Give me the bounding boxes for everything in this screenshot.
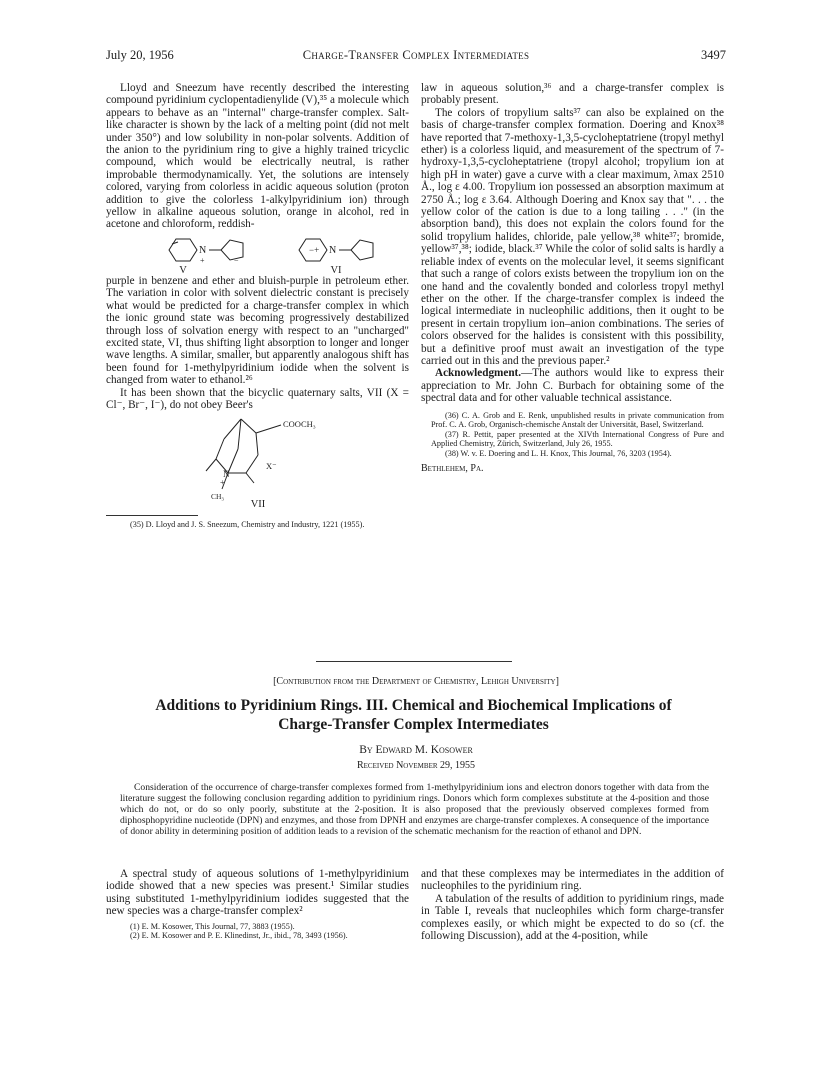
byline: By Edward M. Kosower (359, 744, 473, 756)
paragraph: and that these complexes may be intermediates in the addition of nucleophiles to the pyridinium ring. (421, 868, 724, 893)
paragraph: It has been shown that the bicyclic quaternary salts, VII (X = Cl⁻, Br⁻, I⁻), do not obey Beer's (106, 386, 409, 411)
struct-charge-minus: − (234, 255, 239, 265)
paragraph: A tabulation of the results of addition to pyridinium rings, made in Table I, reveals that nucleophiles which form charge-transfer complexes easily, or which might be expected to do so (cf. the following Discussion), add at the 4-position, while (421, 892, 724, 943)
footnote: (35) D. Lloyd and J. S. Sneezum, Chemistry and Industry, 1221 (1955). (130, 520, 365, 530)
footnote-rule (106, 515, 198, 516)
location: Bethlehem, Pa. (421, 462, 484, 474)
left-column (106, 82, 409, 530)
acknowledgment-heading: Acknowledgment. (435, 367, 522, 380)
struct-atom-n: N (329, 244, 337, 256)
struct-substituent-cooch3: COOCH₃ (283, 419, 316, 430)
footnote: (36) C. A. Grob and E. Renk, unpublished results in private communication from Prof. C. A. Grob, Organisch-chemische Anstalt der Universität, Basel, Switzerland. (431, 410, 724, 430)
running-header (106, 48, 726, 66)
struct-substituent-ch3: CH₃ (211, 492, 225, 502)
article-divider (316, 661, 512, 662)
struct-charge-plus: + (200, 255, 205, 265)
article-title-line-2: Charge-Transfer Complex Intermediates (278, 716, 549, 733)
acknowledgment-text: —The authors would like to express their appreciation to Mr. John C. Burbach for obtaining some of the spectral data and for other valuable technical assistance. (421, 367, 724, 405)
article-title-line-1: Additions to Pyridinium Rings. III. Chemical and Biochemical Implications of (155, 697, 672, 714)
struct-counterion-x: X⁻ (266, 461, 277, 472)
structure-VII (106, 411, 409, 509)
footnote: (2) E. M. Kosower and P. E. Klinedinst, Jr., ibid., 78, 3493 (1956). (130, 931, 348, 941)
header-page-number: 3497 (701, 48, 726, 62)
struct-VII-label: VII (250, 499, 266, 510)
struct-VI-label: VI (330, 264, 342, 275)
struct-atom-n: N (223, 469, 230, 480)
struct-charge-plusminus: −+ (309, 244, 320, 255)
footnote: (37) R. Pettit, paper presented at the XIVth International Congress of Pure and Applied Chemistry, Zürich, Switzerland, July 26, 1955. (431, 429, 724, 449)
abstract: Consideration of the occurrence of charge-transfer complexes formed from 1-methylpyridinium ions and electron donors together with data from the literature suggest the following conclusion regarding addition to pyridinium rings. Donors which form complexes substitute at the 4-position and those which do not, or do so only poorly, substitute at the 2-position. It is also proposed that the previously observed complexes formed from diphosphopyridine nucleotide (DPN) and enzymes, and those from DPNH and enzymes are charge-transfer complexes. A consequence of the importance of donor ability in determining position of addition leads to a revision of the schematic mechanism for the reaction of ethanol and DPN. (120, 782, 709, 837)
header-running-title: Charge-Transfer Complex Intermediates (302, 48, 530, 62)
struct-atom-n: N (199, 244, 207, 256)
header-date: July 20, 1956 (106, 48, 174, 62)
received-date: Received November 29, 1955 (356, 760, 476, 771)
struct-charge-plus: + (220, 478, 225, 488)
paragraph: The colors of tropylium salts³⁷ can also be explained on the basis of charge-transfer complex formation. Doering and Knox³⁸ have reported that 7-methoxy-1,3,5-cycloheptatriene (tropyl methyl ether) is a colorless liquid, and measurement of the spectrum of 7-hydroxy-1,3,5-cycloheptatriene (tropyl alcohol; tropylium ion at high pH in water) gave a curve with a clear maximum, λmax 2510 Å., log ε 4.00. Tropylium ion possessed an absorption maximum at 2750 Å.; log ε 3.64. Although Doering and Knox say that ". . . the yellow color of the cation is due to a long tailing . . ." (in the absorption band), this does not explain the colors found for the solid tropylium halides, chloride, pale yellow,³⁸ white³⁷; bromide, yellow³⁷,³⁸; iodide, black.³⁷ While the color of solid salts is hardly a reliable index of events on the molecular level, it seems significant that such a range of colors exists between the tropylium ion on the one hand and the covalently bonded and colorless tropyl methyl ether on the other. If the charge-transfer complex is indeed the logical intermediate in nucleophilic additions, then it ought to be present in certain tropylium ion–anion combinations. The series of colors observed for the halides is consistent with this possibility, but a definitive proof must await an investigation of the type carried out in this and the previous paper.² (421, 106, 724, 367)
footnote: (38) W. v. E. Doering and L. H. Knox, This Journal, 76, 3203 (1954). (445, 448, 672, 458)
article-right-column (421, 868, 724, 942)
article-left-column (106, 868, 409, 941)
struct-V-label: V (179, 264, 187, 275)
acknowledgment-paragraph (421, 367, 724, 404)
paragraph: law in aqueous solution,³⁶ and a charge-transfer complex is probably present. (421, 82, 724, 107)
structures-V-VI (106, 231, 409, 275)
paragraph: A spectral study of aqueous solutions of 1-methylpyridinium iodide showed that a new species was present.¹ Similar studies using substituted 1-methylpyridinium iodides suggested that the new species was a charge-transfer complex² (106, 868, 409, 918)
paragraph: purple in benzene and ether and bluish-purple in petroleum ether. The variation in color with solvent dielectric constant is precisely what would be predicted for a charge-transfer complex in which the ionic ground state was becoming progressively destabilized through loss of solvation energy with respect to an "uncharged" excited state, VI, thus shifting light absorption to longer and longer wave lengths. A similar, smaller, but apparently analogous shift has been found for 1-methylpyridinium iodide when the solvent is changed from water to ethanol.²⁶ (106, 274, 409, 387)
right-column (421, 82, 724, 475)
footnote: (1) E. M. Kosower, This Journal, 77, 3883 (1955). (130, 921, 295, 931)
contribution-line: [Contribution from the Department of Chemistry, Lehigh University] (273, 676, 559, 687)
paragraph: Lloyd and Sneezum have recently described the interesting compound pyridinium cyclopentadienylide (V),³⁵ a molecule which appears to behave as an "internal" charge-transfer complex. Salt-like character is shown by the lack of a melting point (did not melt under 350°) and low solubility in non-polar solvents. Addition of the anion to the pyridinium ring to give a highly trained tricyclic compound, which would be electrically neutral, is rather improbable thermodynamically. Yet, the solutions are intensely colored, varying from colorless in acidic aqueous solution (proton addition to give the colorless 1-alkylpyridinium ion) through yellow in alkaline aqueous solution, orange in alcohol, red in acetone and chloroform, reddish- (106, 82, 409, 231)
